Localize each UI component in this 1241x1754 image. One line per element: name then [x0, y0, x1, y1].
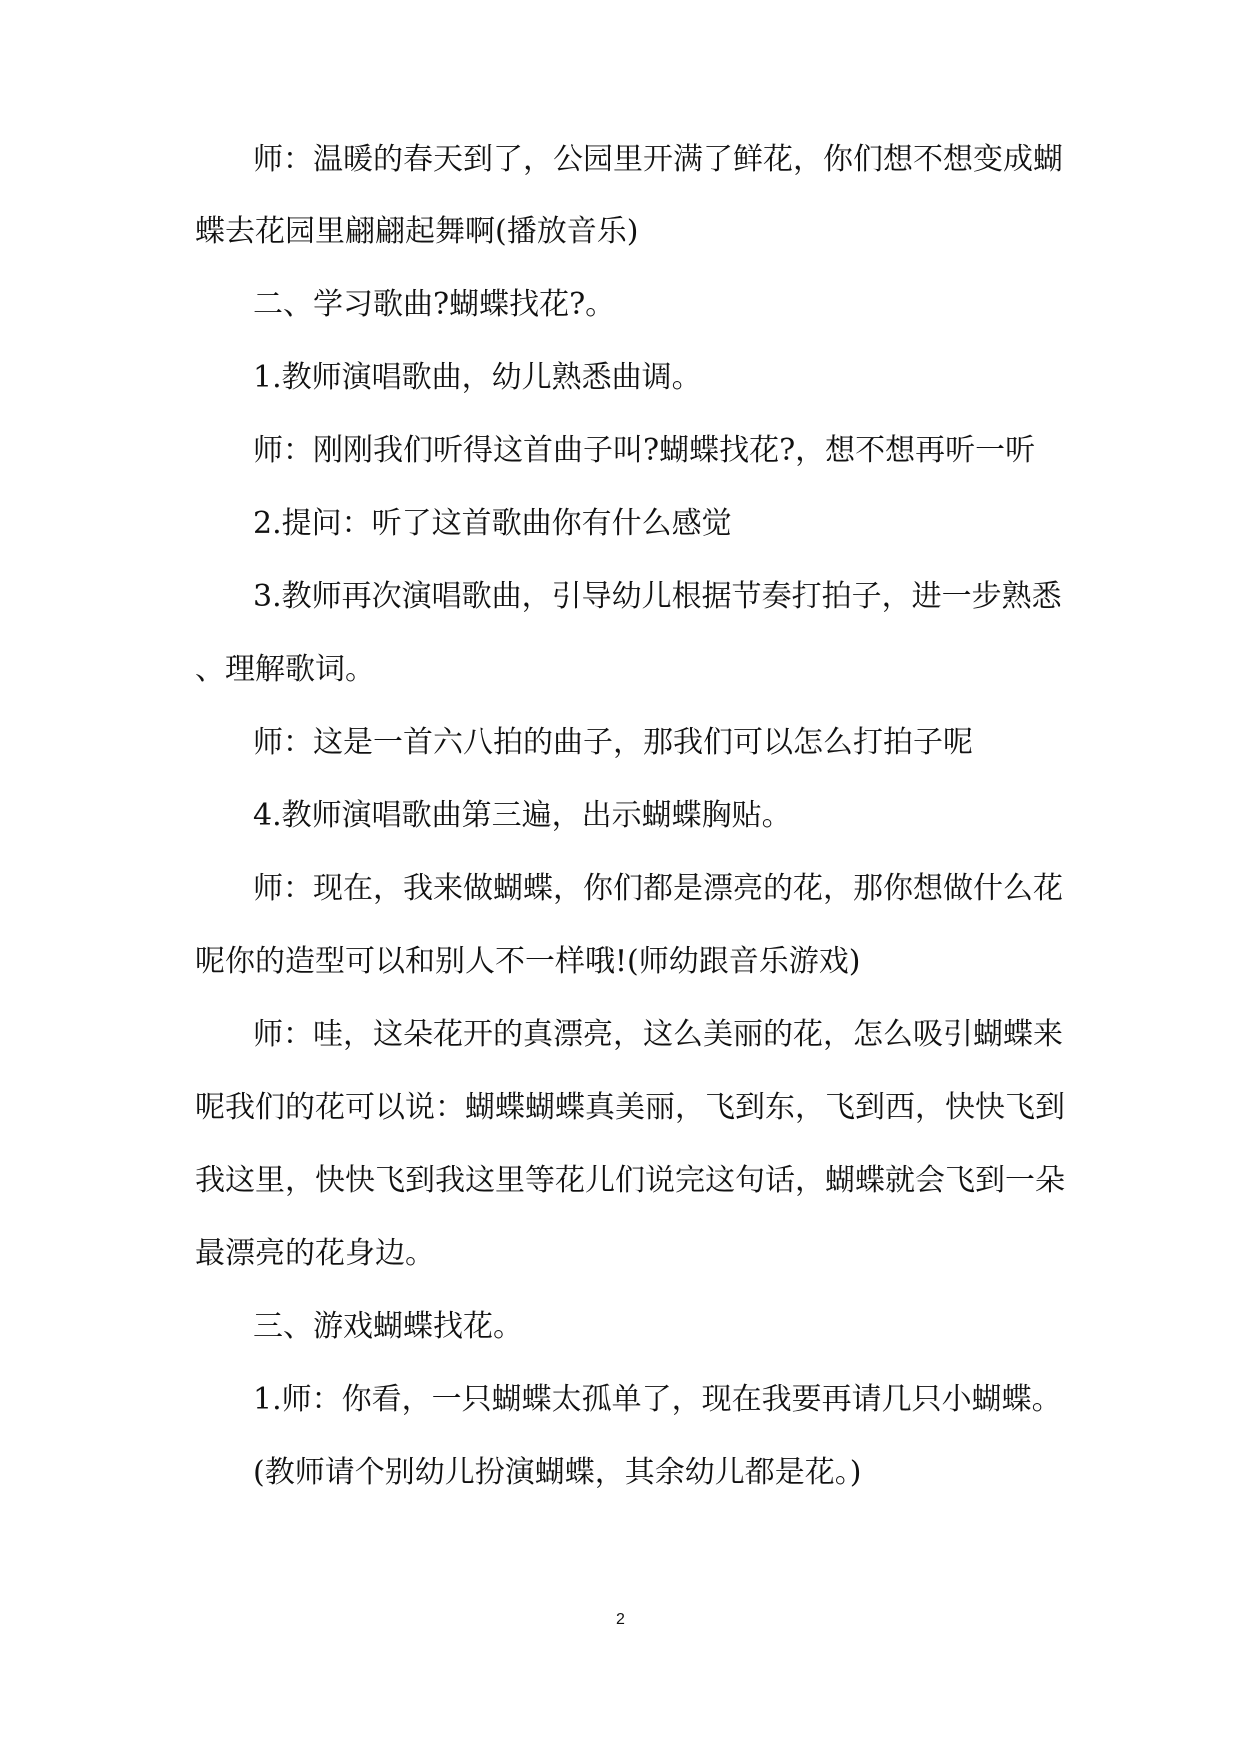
paragraph-line: 师：这是一首六八拍的曲子，那我们可以怎么打拍子呢: [253, 725, 973, 760]
paragraph-line: 呢我们的花可以说：蝴蝶蝴蝶真美丽，飞到东，飞到西，快快飞到: [195, 1090, 1065, 1125]
section-heading: 二、学习歌曲?蝴蝶找花?。: [253, 287, 616, 322]
paragraph-line: 师：刚刚我们听得这首曲子叫?蝴蝶找花?，想不想再听一听: [253, 433, 1036, 468]
section-heading: 三、游戏蝴蝶找花。: [253, 1309, 523, 1344]
paragraph-line: 呢你的造型可以和别人不一样哦!(师幼跟音乐游戏): [195, 944, 861, 979]
paragraph-line: 3.教师再次演唱歌曲，引导幼儿根据节奏打拍子，进一步熟悉: [253, 579, 1062, 614]
paragraph-line: 我这里，快快飞到我这里等花儿们说完这句话，蝴蝶就会飞到一朵: [195, 1163, 1065, 1198]
paragraph-line: 、理解歌词。: [195, 652, 375, 687]
paragraph-line: (教师请个别幼儿扮演蝴蝶，其余幼儿都是花。): [253, 1455, 862, 1490]
paragraph-line: 1.师：你看，一只蝴蝶太孤单了，现在我要再请几只小蝴蝶。: [253, 1382, 1062, 1417]
paragraph-line: 最漂亮的花身边。: [195, 1236, 435, 1271]
paragraph-line: 2.提问：听了这首歌曲你有什么感觉: [253, 506, 732, 541]
page-number: 2: [616, 1611, 625, 1628]
paragraph-line: 蝶去花园里翩翩起舞啊(播放音乐): [195, 214, 639, 249]
paragraph-line: 4.教师演唱歌曲第三遍，出示蝴蝶胸贴。: [253, 798, 792, 833]
paragraph-line: 师：哇，这朵花开的真漂亮，这么美丽的花，怎么吸引蝴蝶来: [253, 1017, 1063, 1052]
paragraph-line: 师：现在，我来做蝴蝶，你们都是漂亮的花，那你想做什么花: [253, 871, 1063, 906]
paragraph-line: 师：温暖的春天到了，公园里开满了鲜花，你们想不想变成蝴: [253, 142, 1063, 177]
paragraph-line: 1.教师演唱歌曲，幼儿熟悉曲调。: [253, 360, 702, 395]
